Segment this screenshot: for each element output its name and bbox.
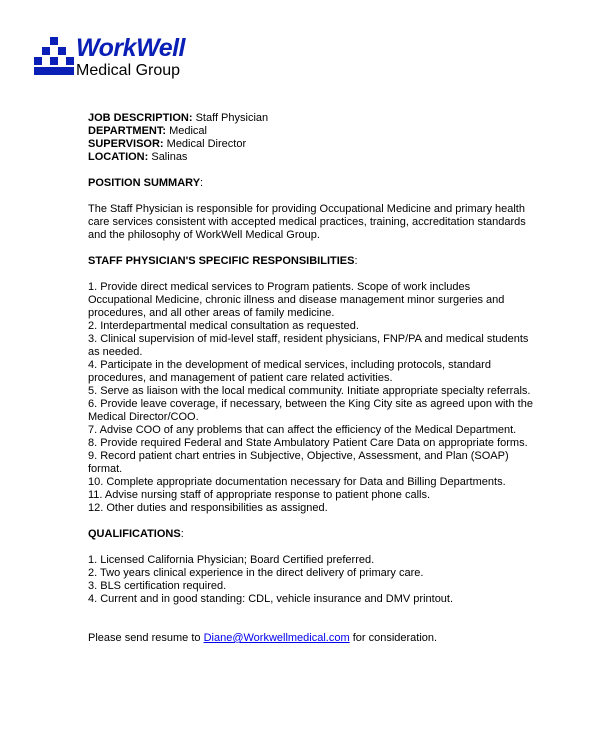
job-title-line [88, 112, 538, 125]
list-item: 7. Advise COO of any problems that can affect the efficiency of the Medical Department. [88, 424, 517, 436]
list-item: 8. Provide required Federal and State Ambulatory Patient Care Data on appropriate forms. [88, 437, 528, 449]
list-item: 12. Other duties and responsibilities as assigned. [88, 502, 328, 514]
company-logo [34, 34, 214, 87]
logo-name-work: Work [76, 34, 137, 62]
qualifications-title: QUALIFICATIONS [88, 528, 181, 540]
location-label: LOCATION: [88, 151, 149, 163]
department-value: Medical [166, 125, 207, 137]
list-item: 10. Complete appropriate documentation necessary for Data and Billing Departments. [88, 476, 506, 488]
job-title-label: JOB DESCRIPTION: [88, 112, 193, 124]
summary-title: POSITION SUMMARY [88, 177, 201, 189]
supervisor-line [88, 138, 538, 151]
logo-name-well: Well [136, 34, 186, 62]
list-item: 4. Participate in the development of medical services, including protocols, standard procedures, and management of patient care related activities. [88, 359, 491, 384]
job-description-body [88, 112, 538, 645]
responsibilities-colon: : [354, 255, 358, 267]
department-line [88, 125, 538, 138]
logo-squares-icon [34, 37, 74, 77]
department-label: DEPARTMENT: [88, 125, 167, 137]
list-item: 3. Clinical supervision of mid-level staff, resident physicians, FNP/PA and medical students as needed. [88, 333, 529, 358]
logo-name [76, 34, 185, 63]
supervisor-value: Medical Director [163, 138, 247, 150]
resume-text-before: Please send resume to [88, 632, 204, 644]
location-line [88, 151, 538, 164]
list-item: 6. Provide leave coverage, if necessary, between the King City site as agreed upon with the Medical Director/COO. [88, 398, 533, 423]
qualifications-colon: : [180, 528, 184, 540]
location-value: Salinas [148, 151, 188, 163]
list-item: 2. Two years clinical experience in the direct delivery of primary care. [88, 567, 424, 579]
qualifications-list [88, 554, 538, 606]
job-title-value: Staff Physician [192, 112, 269, 124]
list-item: 5. Serve as liaison with the local medical community. Initiate appropriate specialty referrals. [88, 385, 531, 397]
responsibilities-list [88, 281, 538, 515]
list-item: 1. Licensed California Physician; Board Certified preferred. [88, 554, 375, 566]
list-item: 3. BLS certification required. [88, 580, 227, 592]
email-link[interactable]: Diane@Workwellmedical.com [203, 632, 350, 644]
list-item: 4. Current and in good standing: CDL, vehicle insurance and DMV printout. [88, 593, 454, 605]
resume-instructions [88, 632, 538, 645]
list-item: 1. Provide direct medical services to Program patients. Scope of work includes Occupational Medicine, chronic illness and disease management minor surgeries and procedures, and all other areas of family medicine. [88, 281, 505, 319]
qualifications-heading [88, 528, 538, 541]
summary-text: The Staff Physician is responsible for providing Occupational Medicine and primary health care services consistent with accepted medical practices, training, accreditation standards and the philosophy of WorkWell Medical Group. [88, 203, 526, 241]
logo-subtitle: Medical Group [76, 62, 181, 79]
resume-text-after: for consideration. [349, 632, 438, 644]
summary-colon: : [200, 177, 204, 189]
list-item: 11. Advise nursing staff of appropriate response to patient phone calls. [88, 489, 431, 501]
summary-heading [88, 177, 538, 190]
list-item: 9. Record patient chart entries in Subjective, Objective, Assessment, and Plan (SOAP) format. [88, 450, 509, 475]
supervisor-label: SUPERVISOR: [88, 138, 164, 150]
list-item: 2. Interdepartmental medical consultation as requested. [88, 320, 359, 332]
responsibilities-heading [88, 255, 538, 268]
responsibilities-title: STAFF PHYSICIAN'S SPECIFIC RESPONSIBILITIES [88, 255, 355, 267]
